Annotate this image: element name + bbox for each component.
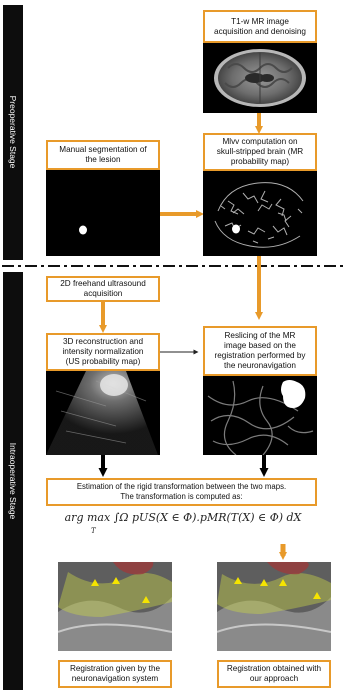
step-estimation — [46, 478, 317, 506]
step-segmentation-label: Manual segmentation of the lesion — [59, 145, 147, 164]
mlvv-map-graphic — [203, 171, 317, 256]
result-our-approach-image — [217, 562, 331, 651]
step-3d-reconstruction — [46, 333, 160, 371]
caption-our-approach-text: Registration obtained with our approach — [226, 664, 322, 683]
intraoperative-stage-label: Intraoperative Stage — [8, 442, 18, 520]
resliced-mr-map — [203, 376, 317, 455]
t1w-brain-graphic — [203, 43, 317, 113]
preoperative-stage-label: Preoperative Stage — [8, 95, 18, 169]
t1w-mr-image — [203, 43, 317, 113]
result-left-graphic — [58, 562, 172, 651]
step-reslicing — [203, 326, 317, 376]
step-estimation-label: Estimation of the rigid transformation between the two maps. The transformation is computed as: — [76, 482, 287, 501]
result-right-graphic — [217, 562, 331, 651]
step-t1w-label: T1-w MR image acquisition and denoising — [214, 16, 306, 36]
step-reconstruction-label: 3D reconstruction and intensity normalization (US probability map) — [62, 337, 144, 366]
resliced-map-graphic — [203, 376, 317, 455]
result-neuronavigation-image — [58, 562, 172, 651]
mlvv-probability-map — [203, 171, 317, 256]
us-probability-map — [46, 371, 160, 455]
us-map-graphic — [46, 371, 160, 455]
formula-argmax-subscript: T — [91, 527, 96, 535]
caption-neuronavigation — [58, 660, 172, 688]
caption-neuronavigation-text: Registration given by the neuronavigation system — [69, 664, 161, 683]
step-mlvv-computation — [203, 133, 317, 171]
step-mlvv-label: Mlvv computation on skull-stripped brain (MR probability map) — [216, 137, 304, 166]
segmentation-image — [46, 170, 160, 256]
step-reslicing-label: Reslicing of the MR image based on the registration performed by the neuronavigation — [214, 331, 306, 370]
step-ultrasound-acquisition — [46, 276, 160, 302]
transformation-formula: arg max ∫Ω pUS(X ∈ Φ).pMR(T(X) ∈ Φ) dX — [64, 511, 302, 524]
step-t1w-acquisition — [203, 10, 317, 43]
step-ultrasound-label: 2D freehand ultrasound acquisition — [60, 279, 146, 298]
lesion-mask-graphic — [46, 170, 160, 256]
caption-our-approach — [217, 660, 331, 688]
step-manual-segmentation — [46, 140, 160, 170]
